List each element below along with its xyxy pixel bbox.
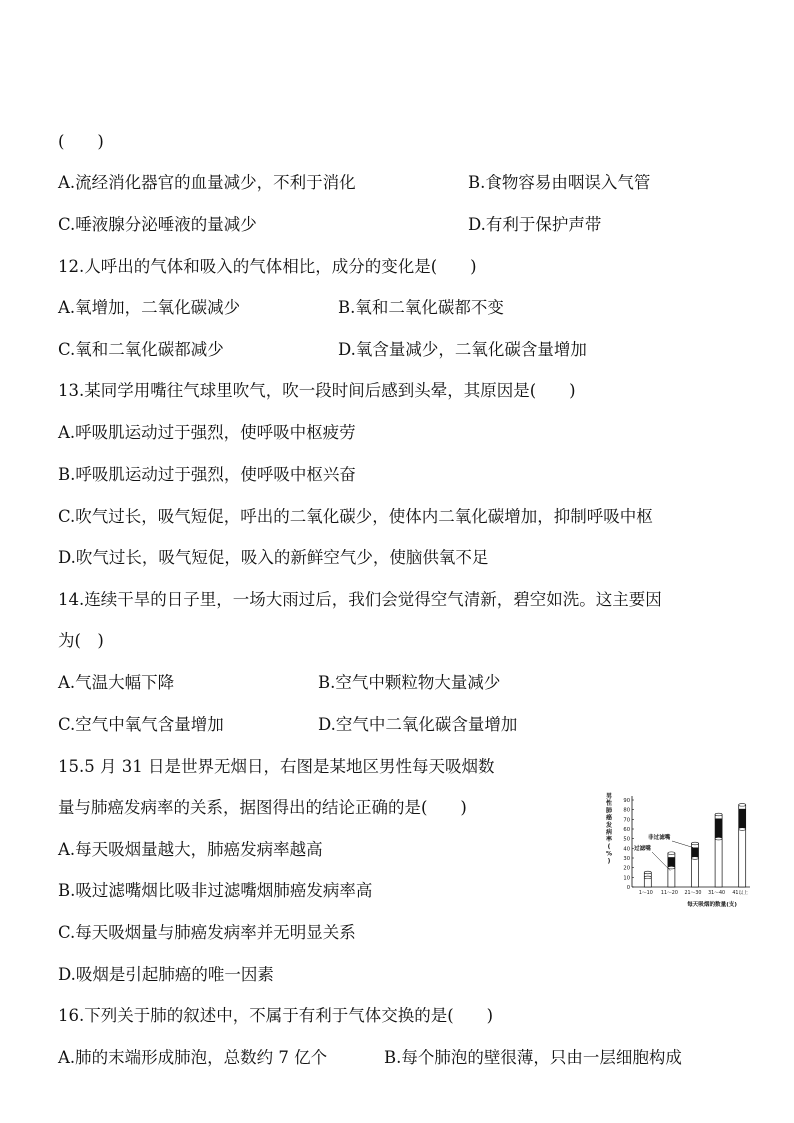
x-axis-label: 每天吸烟的数量(支) bbox=[687, 902, 737, 908]
y-tick-label: 0 bbox=[626, 885, 630, 891]
q11-option-a: A.流经消化器官的血量减少，不利于消化 bbox=[58, 173, 356, 192]
annotation-leader bbox=[672, 841, 693, 848]
y-axis-label-char: 率 bbox=[605, 836, 613, 844]
y-tick-label: 60 bbox=[623, 827, 630, 833]
q13-option-a: A.呼吸肌运动过于强烈，使呼吸中枢疲劳 bbox=[58, 423, 356, 442]
bar-filter-cap bbox=[644, 876, 651, 879]
q15-option-c: C.每天吸烟量与肺癌发病率并无明显关系 bbox=[58, 923, 356, 942]
y-tick-label: 70 bbox=[623, 817, 630, 824]
q11-option-c: C.唾液腺分泌唾液的量减少 bbox=[58, 215, 257, 234]
bar-filter bbox=[739, 809, 746, 829]
q15-stem-line2: 量与肺癌发病率的关系，据图得出的结论正确的是( ) bbox=[58, 798, 467, 817]
q13-option-b: B.呼吸肌运动过于强烈，使呼吸中枢兴奋 bbox=[58, 465, 356, 484]
x-tick-label: 11～20 bbox=[660, 891, 678, 896]
y-tick-label: 30 bbox=[623, 856, 630, 862]
q15-stem-line1: 15.5 月 31 日是世界无烟日，右图是某地区男性每天吸烟数 bbox=[58, 757, 495, 776]
q16-option-a: A.肺的末端形成肺泡，总数约 7 亿个 bbox=[58, 1048, 328, 1067]
q14-option-d: D.空气中二氧化碳含量增加 bbox=[318, 715, 518, 734]
bar-nonfilter bbox=[644, 873, 651, 888]
y-tick-label: 80 bbox=[623, 807, 630, 814]
q14-option-c: C.空气中氧气含量增加 bbox=[58, 715, 224, 734]
bar-nonfilter-cap bbox=[668, 852, 675, 855]
bar-filter-cap bbox=[715, 837, 722, 840]
q12-stem: 12.人呼出的气体和吸入的气体相比，成分的变化是( ) bbox=[58, 257, 477, 276]
bar-nonfilter-cap bbox=[739, 804, 746, 807]
y-axis-label-char: 肺 bbox=[605, 807, 613, 815]
y-axis-label-char: ) bbox=[607, 857, 611, 865]
y-axis-label-char: 病 bbox=[605, 829, 613, 836]
q14-option-a: A.气温大幅下降 bbox=[58, 673, 175, 692]
annotation-filter: 过滤嘴 bbox=[634, 846, 651, 852]
y-axis-label bbox=[605, 792, 612, 865]
y-axis-label-char: 发 bbox=[605, 821, 613, 829]
bar-filter-cap bbox=[739, 828, 746, 831]
bar-nonfilter-cap bbox=[644, 871, 651, 874]
x-tick-label: 21～30 bbox=[684, 891, 702, 896]
y-axis-label-char: 男 bbox=[605, 793, 613, 800]
q15-option-a: A.每天吸烟量越大，肺癌发病率越高 bbox=[58, 840, 323, 859]
q16-option-b: B.每个肺泡的壁很薄，只由一层细胞构成 bbox=[384, 1048, 682, 1067]
bar-nonfilter-cap bbox=[715, 813, 722, 816]
y-tick-label: 20 bbox=[623, 865, 630, 872]
bar-filter-cap bbox=[692, 857, 699, 860]
q15-option-b: B.吸过滤嘴烟比吸非过滤嘴烟肺癌发病率高 bbox=[58, 881, 373, 900]
q14-stem-line2: 为( ) bbox=[58, 631, 104, 650]
y-axis-label-char: 性 bbox=[605, 800, 613, 808]
y-axis-label-char: % bbox=[605, 850, 613, 858]
q14-stem-line1: 14.连续干旱的日子里，一场大雨过后，我们会觉得空气清新，碧空如洗。这主要因 bbox=[58, 590, 662, 609]
x-axis-ticks bbox=[639, 889, 748, 896]
q12-option-b: B.氧和二氧化碳都不变 bbox=[338, 298, 504, 317]
chart-bars bbox=[644, 804, 745, 887]
y-tick-label: 90 bbox=[623, 798, 630, 804]
q11-option-d: D.有利于保护声带 bbox=[468, 215, 602, 234]
series-annotations bbox=[633, 833, 693, 871]
q13-stem: 13.某同学用嘴往气球里吹气，吹一段时间后感到头晕，其原因是( ) bbox=[58, 381, 576, 400]
y-axis-ticks bbox=[623, 798, 634, 891]
annotation-nonfilter: 非过滤嘴 bbox=[648, 835, 671, 841]
q11-answer-bracket: ( ) bbox=[58, 132, 104, 151]
q15-option-d: D.吸烟是引起肺癌的唯一因素 bbox=[58, 965, 274, 984]
bar-filter bbox=[715, 819, 722, 839]
bar-nonfilter-cap bbox=[692, 842, 699, 845]
x-tick-label: 31～40 bbox=[708, 891, 726, 896]
q12-option-c: C.氧和二氧化碳都减少 bbox=[58, 340, 224, 359]
q14-option-b: B.空气中颗粒物大量减少 bbox=[318, 673, 501, 692]
bar-filter-cap bbox=[668, 866, 675, 869]
q16-stem: 16.下列关于肺的叙述中，不属于有利于气体交换的是( ) bbox=[58, 1006, 494, 1025]
q13-option-c: C.吹气过长，吸气短促，呼出的二氧化碳少，使体内二氧化碳增加，抑制呼吸中枢 bbox=[58, 507, 653, 526]
x-tick-label: 41以上 bbox=[732, 891, 749, 896]
y-axis-label-char: ( bbox=[607, 843, 611, 851]
y-tick-label: 50 bbox=[623, 836, 630, 843]
lung-cancer-smoking-chart bbox=[604, 786, 754, 910]
q12-option-a: A.氧增加，二氧化碳减少 bbox=[58, 298, 241, 317]
x-tick-label: 1～10 bbox=[638, 891, 653, 896]
q13-option-d: D.吹气过长，吸气短促，吸入的新鲜空气少，使脑供氧不足 bbox=[58, 548, 489, 567]
y-tick-label: 10 bbox=[623, 875, 630, 882]
y-tick-label: 40 bbox=[623, 846, 630, 853]
q12-option-d: D.氧含量减少，二氧化碳含量增加 bbox=[338, 340, 587, 359]
y-axis-label-char: 癌 bbox=[605, 814, 613, 822]
q11-option-b: B.食物容易由咽误入气管 bbox=[468, 173, 651, 192]
